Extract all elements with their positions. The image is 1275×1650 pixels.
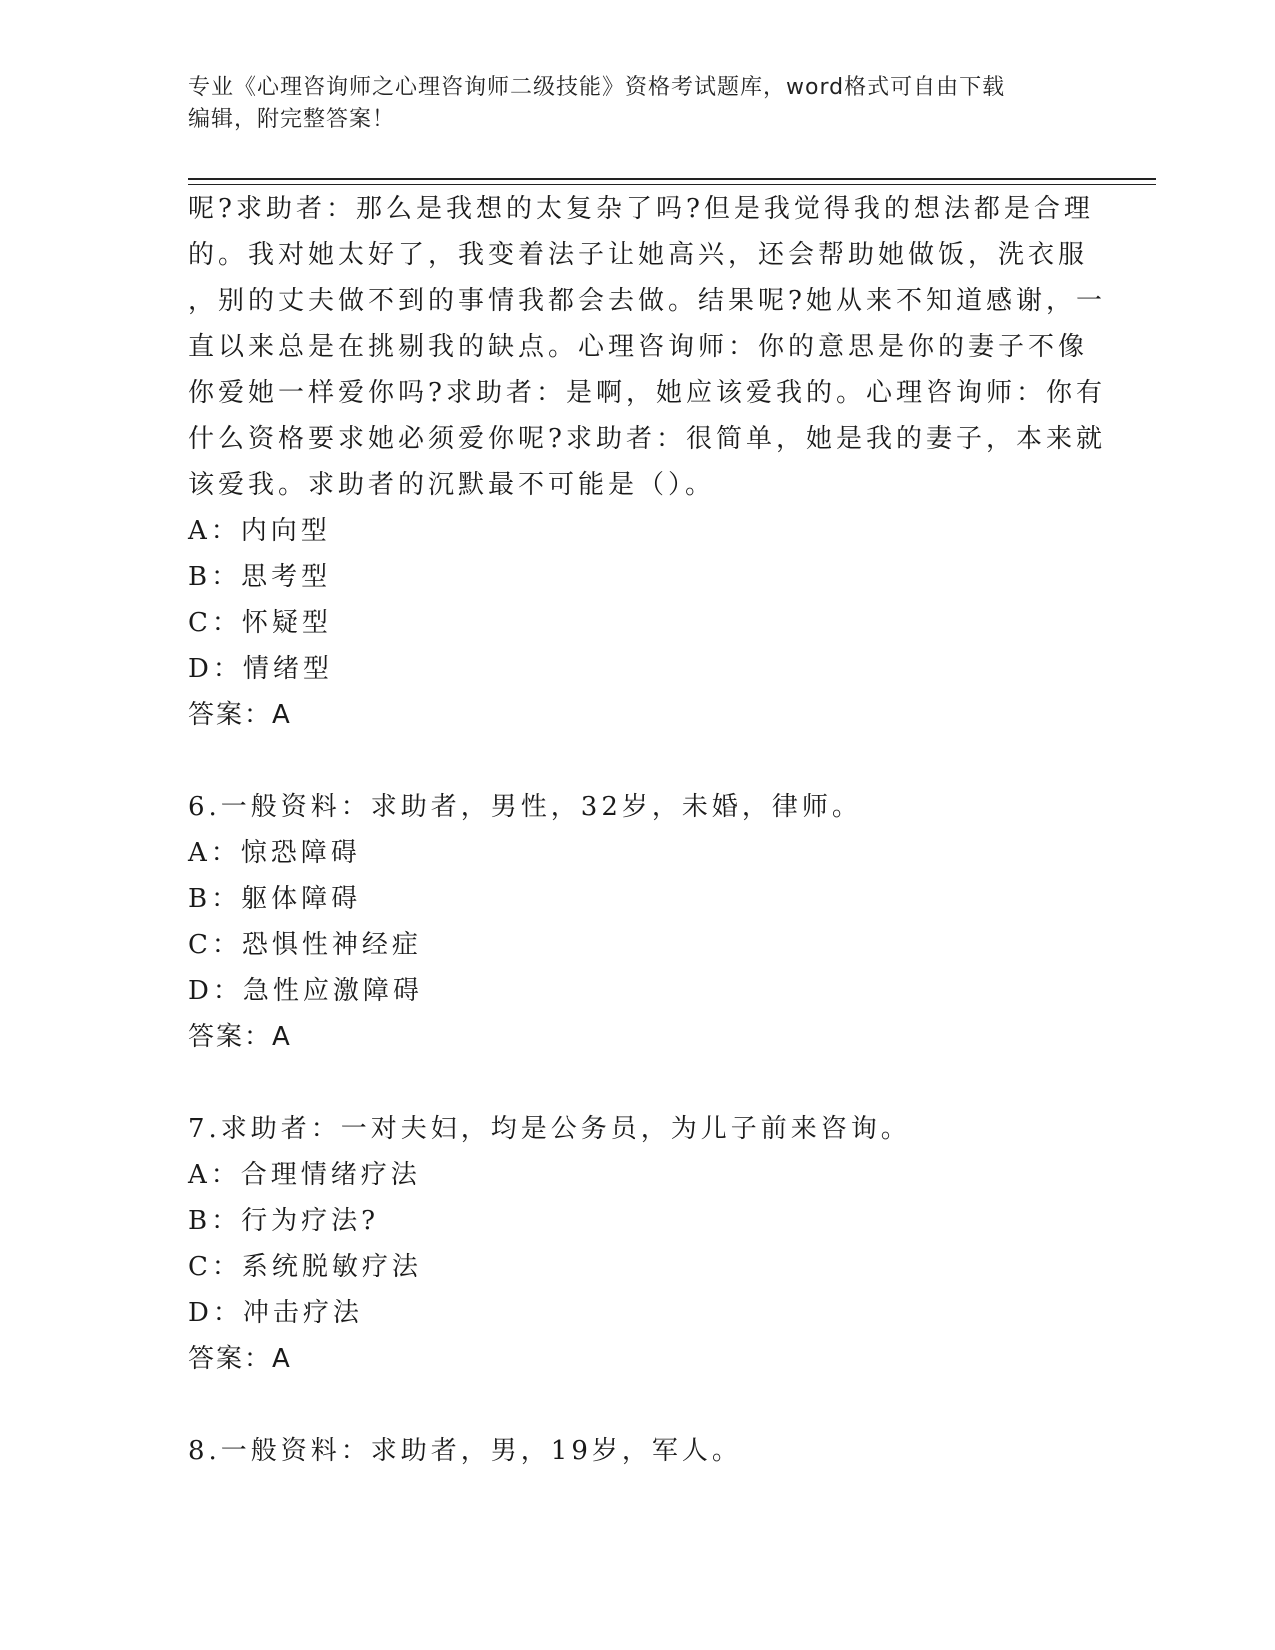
question-5-answer: 答案：A [188,700,292,730]
question-5-option-b: B：思考型 [188,562,332,592]
question-5-option-d: D：情绪型 [188,654,333,684]
question-8 [188,1428,1078,1474]
spacer [188,738,1078,784]
header-rule-thick [188,178,1156,180]
spacer [188,1060,1078,1106]
header-rule-thin [188,184,1156,185]
question-5-option-c: C：怀疑型 [188,608,332,638]
question-5-text-line: 什么资格要求她必须爱你呢?求助者：很简单，她是我的妻子，本来就 [188,424,1106,454]
question-5-text-line: 直以来总是在挑剔我的缺点。心理咨询师：你的意思是你的妻子不像 [188,332,1089,362]
question-7-option-b: B：行为疗法? [188,1206,380,1236]
question-7 [188,1106,1078,1382]
question-5-option-a: A：内向型 [188,516,331,546]
question-5-text-line: 该爱我。求助者的沉默最不可能是（）。 [188,470,716,500]
question-6-option-b: B：躯体障碍 [188,884,362,914]
question-7-answer: 答案：A [188,1344,292,1374]
question-5-text-line: 呢?求助者：那么是我想的太复杂了吗?但是我觉得我的想法都是合理 [188,194,1094,224]
question-7-option-d: D：冲击疗法 [188,1298,363,1328]
question-6-option-a: A：惊恐障碍 [188,838,361,868]
spacer [188,1382,1078,1428]
question-5-text-line: 你爱她一样爱你吗?求助者：是啊，她应该爱我的。心理咨询师：你有 [188,378,1106,408]
question-6-option-d: D：急性应激障碍 [188,976,423,1006]
question-7-option-c: C：系统脱敏疗法 [188,1252,422,1282]
question-6-title: 6.一般资料：求助者，男性，32岁，未婚，律师。 [188,792,862,822]
question-7-title: 7.求助者：一对夫妇，均是公务员，为儿子前来咨询。 [188,1114,911,1144]
header-line-2: 编辑，附完整答案！ [188,107,396,132]
question-8-title: 8.一般资料：求助者，男，19岁，军人。 [188,1436,742,1466]
question-6-option-c: C：恐惧性神经症 [188,930,422,960]
question-6 [188,784,1078,1060]
question-6-answer: 答案：A [188,1022,292,1052]
question-5-text-line: 的。我对她太好了，我变着法子让她高兴，还会帮助她做饭，洗衣服 [188,240,1089,270]
header-line-1: 专业《心理咨询师之心理咨询师二级技能》资格考试题库，word格式可自由下载 [188,75,1006,100]
question-5-text-line: ，别的丈夫做不到的事情我都会去做。结果呢?她从来不知道感谢，一 [188,286,1106,316]
document-header [188,72,1068,136]
question-7-option-a: A：合理情绪疗法 [188,1160,421,1190]
document-body [188,186,1106,1474]
question-5 [188,186,1106,738]
